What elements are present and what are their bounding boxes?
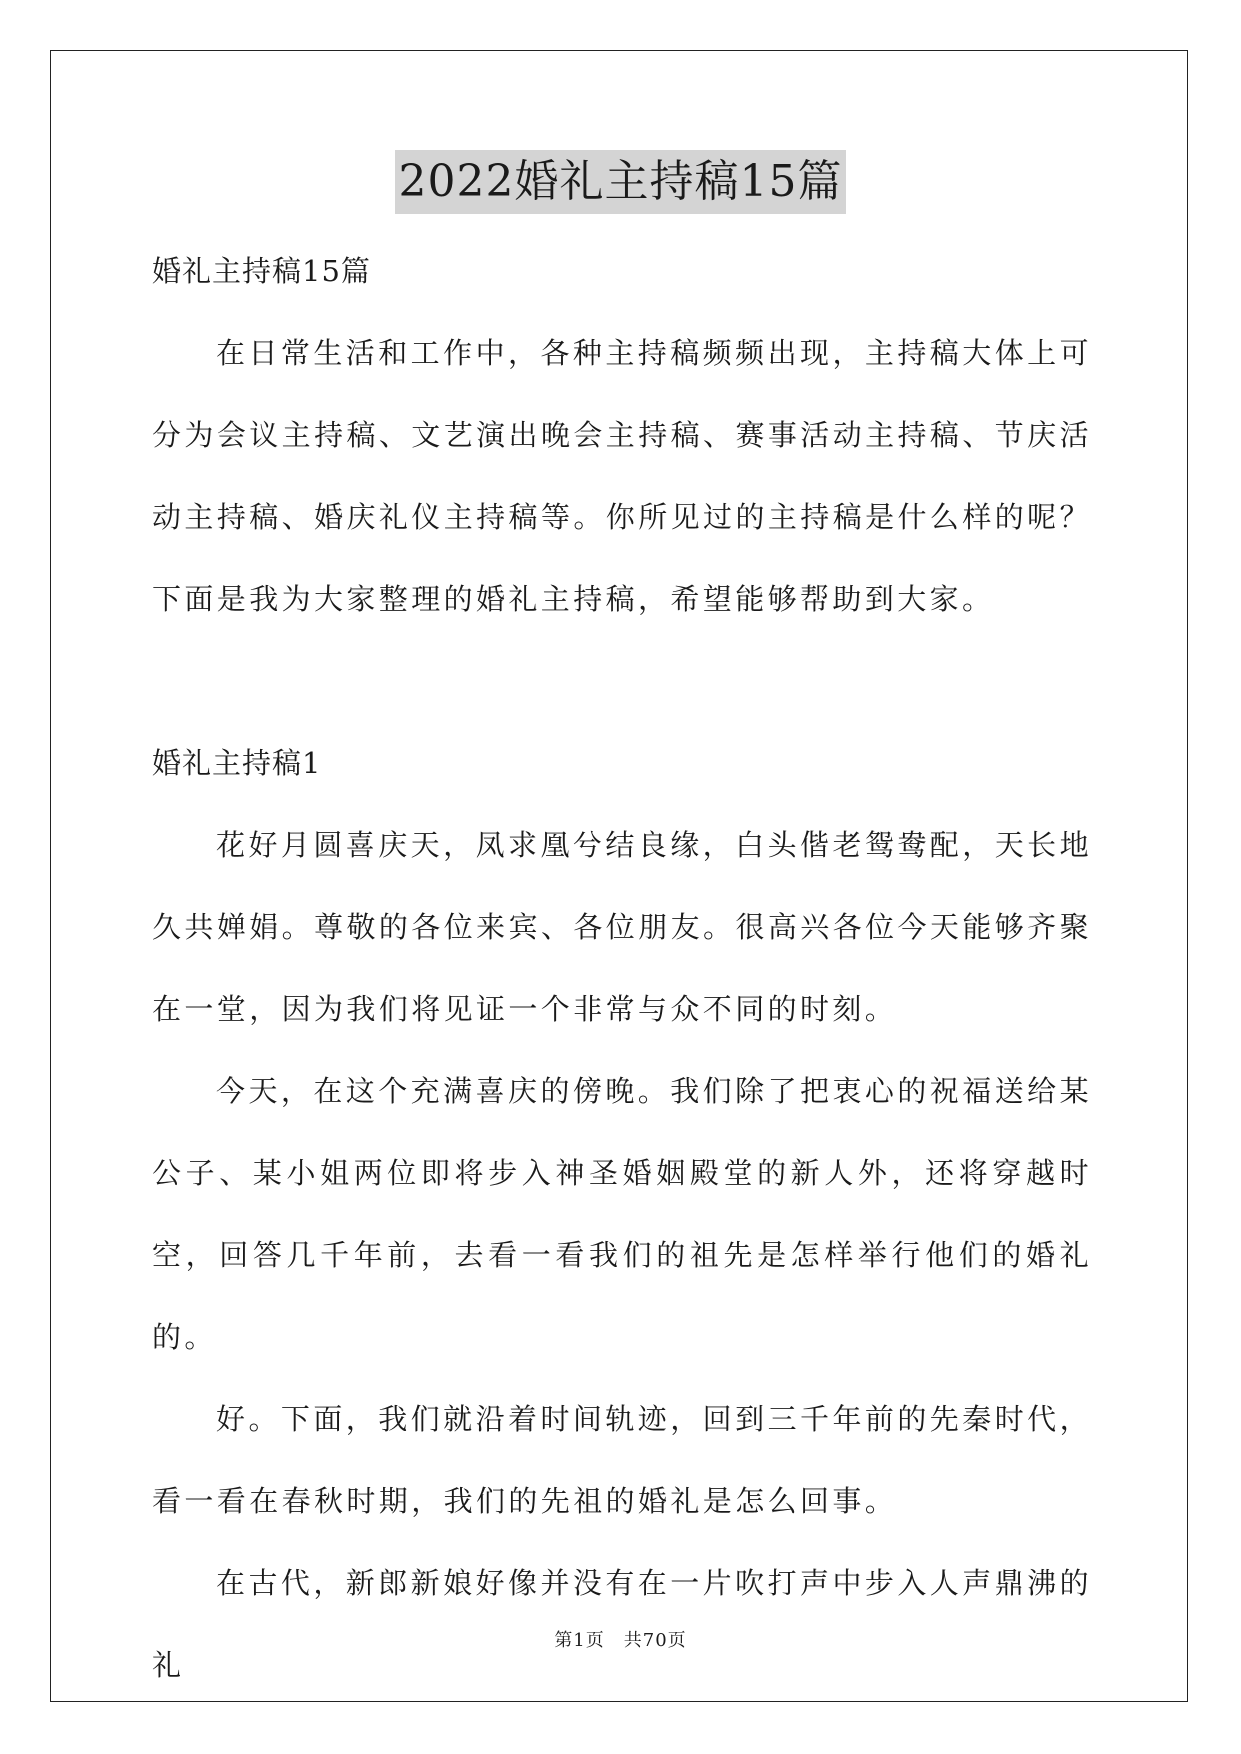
document-title: 2022婚礼主持稿15篇 <box>395 150 847 214</box>
body-paragraph: 好。下面，我们就沿着时间轨迹，回到三千年前的先秦时代，看一看在春秋时期，我们的先祖的婚礼是怎么回事。 <box>152 1402 1092 1518</box>
body-paragraph: 在古代，新郎新娘好像并没有在一片吹打声中步入人声鼎沸的礼 <box>152 1566 1092 1682</box>
paragraph-gap <box>152 640 1092 722</box>
body-paragraph: 花好月圆喜庆天，凤求凰兮结良缘，白头偕老鸳鸯配，天长地久共婵娟。尊敬的各位来宾、各位朋友。很高兴各位今天能够齐聚在一堂，因为我们将见证一个非常与众不同的时刻。 <box>152 828 1092 1026</box>
document-body <box>152 230 1092 1706</box>
document-subtitle: 婚礼主持稿15篇 <box>152 254 371 288</box>
page-footer: 第1页 共70页 <box>554 1630 687 1651</box>
intro-paragraph: 在日常生活和工作中，各种主持稿频频出现，主持稿大体上可分为会议主持稿、文艺演出晚会主持稿、赛事活动主持稿、节庆活动主持稿、婚庆礼仪主持稿等。你所见过的主持稿是什么样的呢？下面是我为大家整理的婚礼主持稿，希望能够帮助到大家。 <box>152 336 1092 616</box>
body-paragraph: 今天，在这个充满喜庆的傍晚。我们除了把衷心的祝福送给某公子、某小姐两位即将步入神圣婚姻殿堂的新人外，还将穿越时空，回答几千年前，去看一看我们的祖先是怎样举行他们的婚礼的。 <box>152 1074 1092 1354</box>
title-container <box>0 150 1241 214</box>
section-heading: 婚礼主持稿1 <box>152 746 322 780</box>
